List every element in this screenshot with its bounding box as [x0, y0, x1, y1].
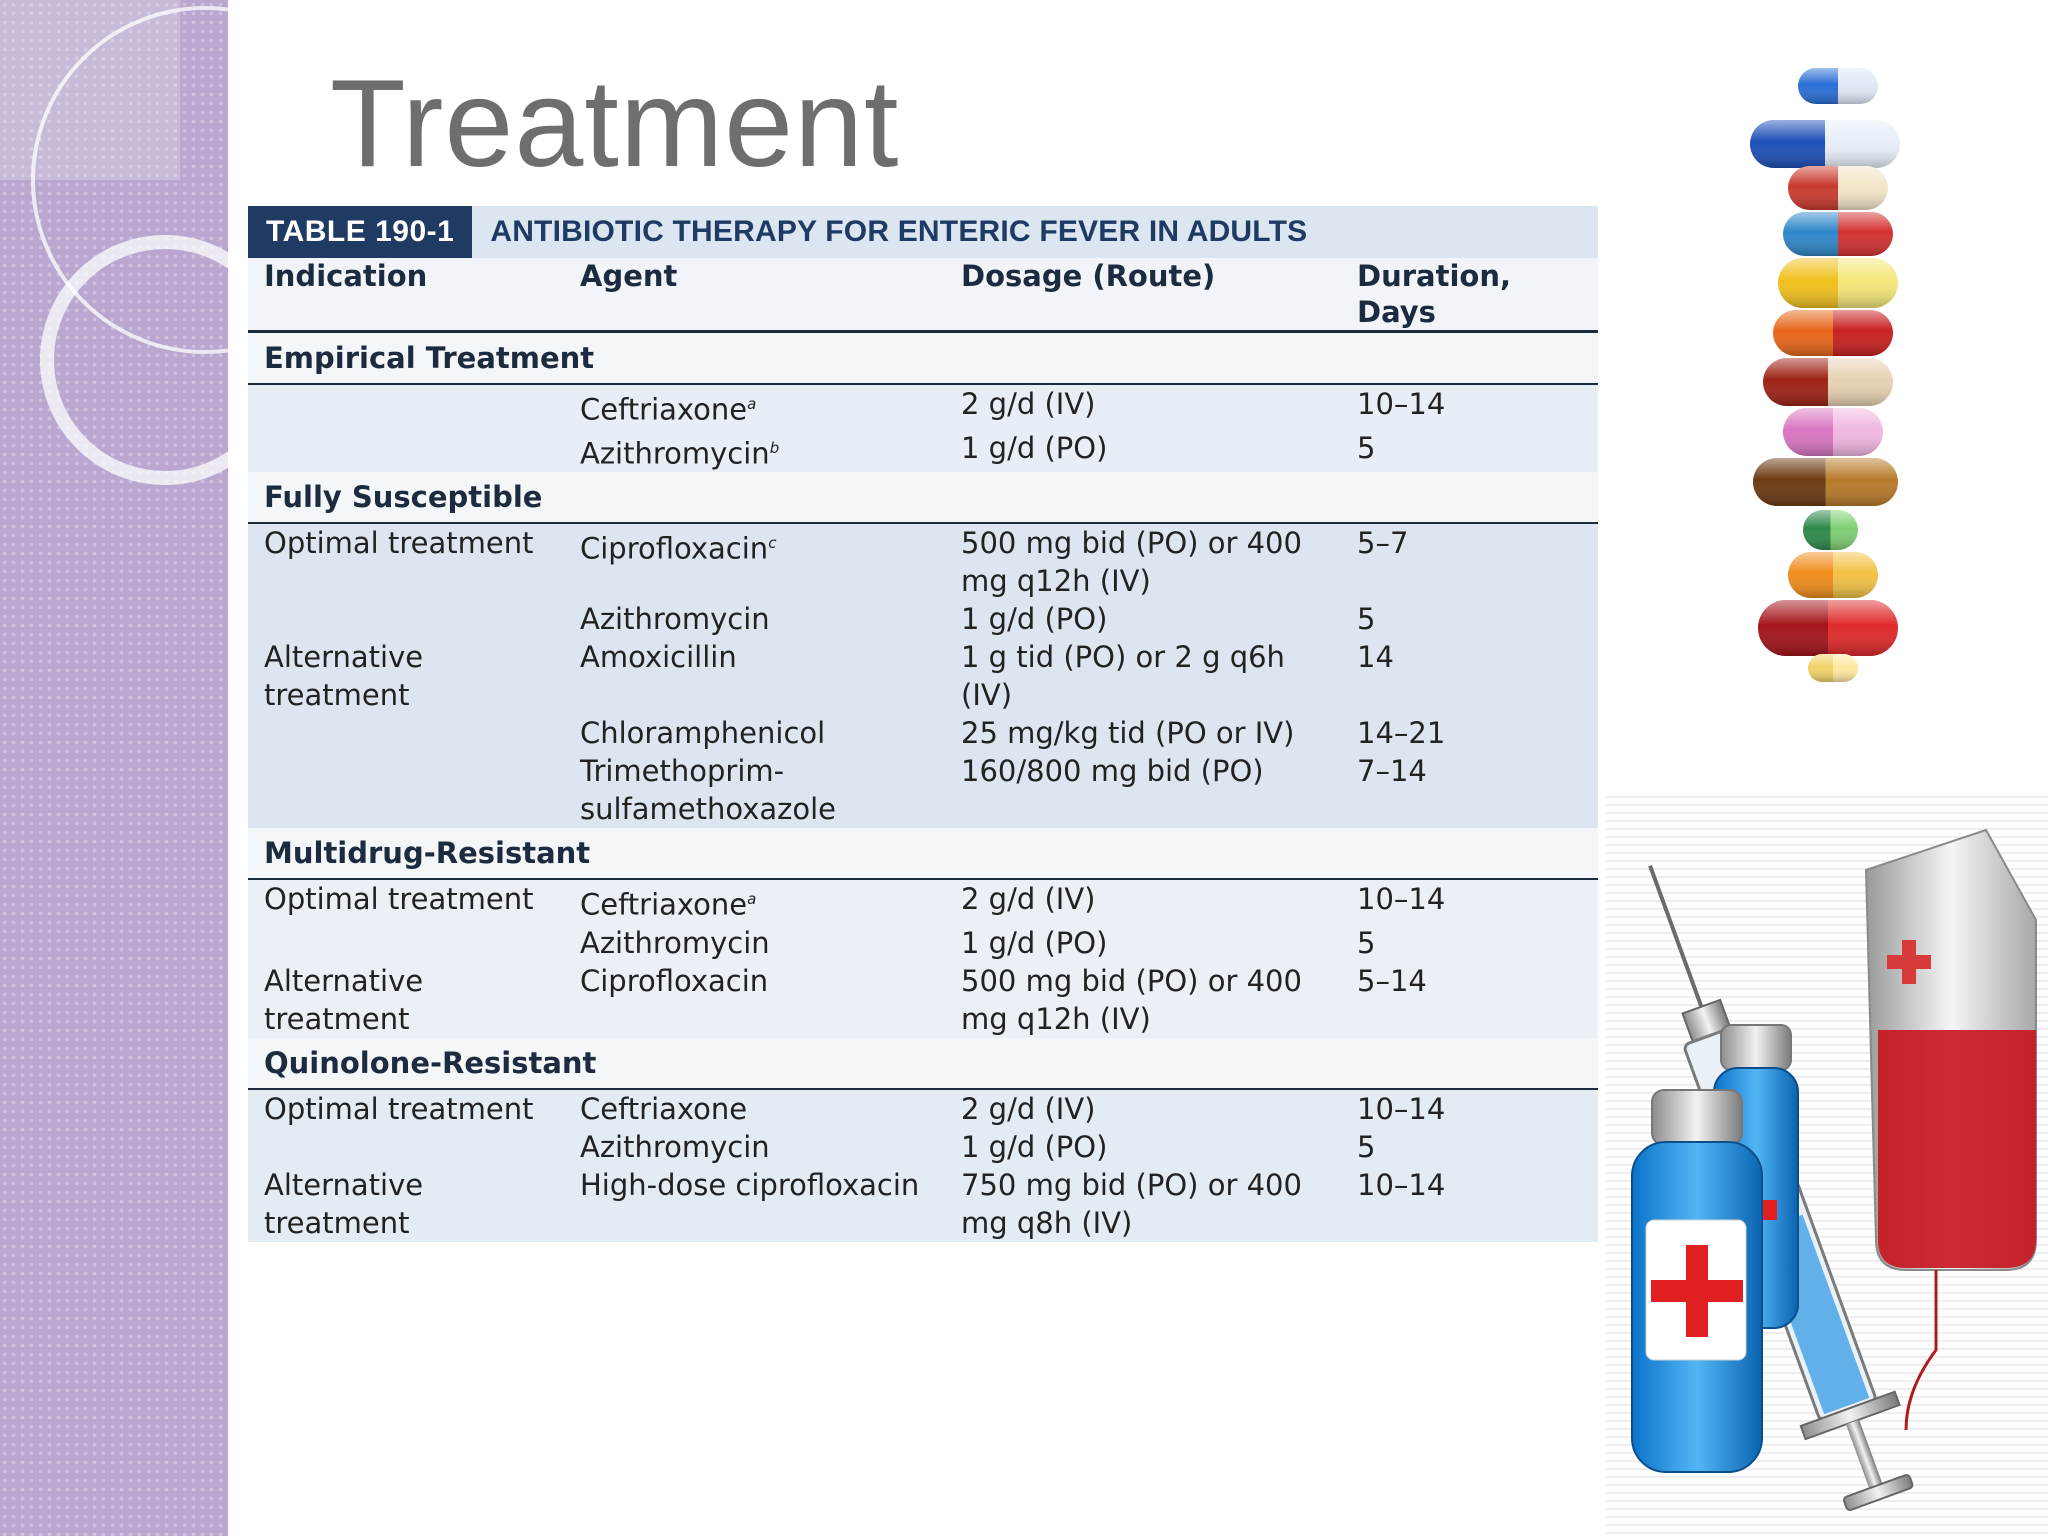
cell-agent-text: Azithromycin — [580, 436, 770, 471]
cell-duration-text: 5 — [1357, 602, 1376, 637]
cell-dosage — [945, 924, 1341, 962]
cell-duration-text: 14 — [1357, 640, 1394, 675]
footnote-marker: b — [769, 438, 780, 457]
table-row — [248, 384, 1598, 429]
header-duration-line2: Days — [1357, 295, 1436, 329]
table-section-1 — [248, 332, 1598, 473]
cell-indication-text: Alternative treatment — [264, 963, 424, 1036]
cell-agent-text: Ciprofloxacin — [580, 963, 769, 998]
cell-agent-text: High-dose ciprofloxacin — [580, 1167, 920, 1202]
pill-capsule — [1778, 258, 1898, 308]
cell-duration-text: 5 — [1357, 925, 1376, 960]
cell-agent-text: Azithromycin — [580, 1129, 770, 1164]
cell-dosage-text: 160/800 mg bid (PO) — [961, 754, 1264, 789]
pill-capsule — [1808, 654, 1858, 682]
cell-duration-text: 5–7 — [1357, 526, 1409, 561]
cell-agent-text: Azithromycin — [580, 602, 770, 637]
cell-dosage — [945, 384, 1341, 429]
cell-duration — [1341, 752, 1598, 828]
header-agent: Agent — [564, 258, 945, 332]
cell-agent — [564, 1089, 945, 1128]
table-row — [248, 879, 1598, 924]
cell-indication — [248, 1128, 564, 1166]
cell-agent — [564, 714, 945, 752]
section-title: Quinolone-Resistant — [248, 1038, 1598, 1089]
cell-duration — [1341, 1128, 1598, 1166]
cell-dosage-text: 750 mg bid (PO) or 400 mg q8h (IV) — [961, 1167, 1302, 1240]
cell-indication — [248, 600, 564, 638]
cell-duration — [1341, 879, 1598, 924]
cell-agent — [564, 429, 945, 473]
cell-dosage — [945, 638, 1341, 714]
cell-agent — [564, 879, 945, 924]
section-title: Fully Susceptible — [248, 472, 1598, 523]
table-row — [248, 1089, 1598, 1128]
header-duration-line1: Duration, — [1357, 259, 1511, 293]
cell-agent — [564, 638, 945, 714]
cell-dosage-text: 2 g/d (IV) — [961, 387, 1096, 421]
cell-indication — [248, 523, 564, 600]
cell-indication — [248, 924, 564, 962]
cell-dosage — [945, 1166, 1341, 1242]
cell-duration-text: 7–14 — [1357, 754, 1427, 789]
cell-agent-text: Ciprofloxacin — [580, 531, 769, 566]
slide-title: Treatment — [330, 55, 900, 193]
section-title: Multidrug-Resistant — [248, 828, 1598, 879]
therapy-table-block — [248, 206, 1598, 1242]
table-title: ANTIBIOTIC THERAPY FOR ENTERIC FEVER IN ADULTS — [490, 215, 1308, 248]
cell-dosage-text: 1 g/d (PO) — [961, 1129, 1108, 1164]
cell-dosage-text: 1 g/d (PO) — [961, 430, 1108, 465]
cell-indication-text: Alternative treatment — [264, 1167, 424, 1240]
cell-dosage — [945, 879, 1341, 924]
cell-agent-text: Amoxicillin — [580, 640, 737, 675]
cell-duration — [1341, 962, 1598, 1038]
cell-dosage-text: 500 mg bid (PO) or 400 mg q12h (IV) — [961, 526, 1302, 599]
cell-duration-text: 10–14 — [1357, 1167, 1446, 1202]
pill-capsule — [1783, 212, 1893, 256]
cell-indication — [248, 638, 564, 714]
header-indication: Indication — [248, 258, 564, 332]
table-row — [248, 429, 1598, 473]
cell-duration — [1341, 714, 1598, 752]
cell-agent-text: Chloramphenicol — [580, 716, 826, 751]
cell-indication-text: Optimal treatment — [264, 882, 534, 917]
cell-duration-text: 5–14 — [1357, 963, 1427, 998]
cell-duration-text: 10–14 — [1357, 1091, 1446, 1126]
table-section-3 — [248, 828, 1598, 1038]
cell-dosage-text: 2 g/d (IV) — [961, 1091, 1096, 1126]
decorative-circles — [0, 0, 228, 520]
table-caption — [248, 206, 1598, 258]
cell-dosage — [945, 962, 1341, 1038]
cell-duration-text: 10–14 — [1357, 387, 1446, 421]
cell-indication-text: Optimal treatment — [264, 526, 534, 561]
pill-stack-image — [1738, 48, 1918, 698]
cell-duration — [1341, 600, 1598, 638]
cell-indication — [248, 1089, 564, 1128]
cell-agent — [564, 523, 945, 600]
cell-indication — [248, 1166, 564, 1242]
cell-duration — [1341, 924, 1598, 962]
cell-dosage-text: 25 mg/kg tid (PO or IV) — [961, 716, 1295, 751]
cell-duration-text: 5 — [1357, 430, 1376, 465]
pill-capsule — [1798, 68, 1878, 104]
cell-agent — [564, 924, 945, 962]
table-row — [248, 962, 1598, 1038]
section-header-row — [248, 472, 1598, 523]
cell-agent — [564, 384, 945, 429]
pill-capsule — [1750, 120, 1900, 168]
cell-indication — [248, 962, 564, 1038]
cell-duration — [1341, 429, 1598, 473]
section-header-row — [248, 1038, 1598, 1089]
cell-duration — [1341, 1166, 1598, 1242]
footnote-marker: a — [747, 395, 757, 413]
pill-capsule — [1773, 310, 1893, 356]
cell-indication-text: Alternative treatment — [264, 640, 424, 713]
pill-capsule — [1803, 510, 1858, 550]
table-row — [248, 714, 1598, 752]
table-row — [248, 1166, 1598, 1242]
cell-duration — [1341, 384, 1598, 429]
cell-dosage — [945, 523, 1341, 600]
header-dosage: Dosage (Route) — [945, 258, 1341, 332]
footnote-marker: a — [747, 890, 757, 909]
syringe-vials-iv-bag-image — [1606, 790, 2048, 1536]
cell-indication — [248, 429, 564, 473]
cell-indication — [248, 752, 564, 828]
cell-dosage — [945, 752, 1341, 828]
cell-agent — [564, 1166, 945, 1242]
cell-duration-text: 10–14 — [1357, 882, 1446, 917]
cell-indication — [248, 879, 564, 924]
cell-dosage — [945, 1089, 1341, 1128]
cell-agent-text: Ceftriaxone — [580, 887, 748, 922]
cell-dosage-text: 2 g/d (IV) — [961, 882, 1096, 917]
decorative-side-strip — [0, 0, 228, 1536]
cell-agent — [564, 1128, 945, 1166]
cell-indication — [248, 714, 564, 752]
cell-dosage — [945, 714, 1341, 752]
cell-dosage-text: 1 g/d (PO) — [961, 925, 1108, 960]
cell-dosage — [945, 1128, 1341, 1166]
therapy-table — [248, 258, 1598, 1242]
cell-agent-text: Ceftriaxone — [580, 392, 748, 427]
cell-duration — [1341, 638, 1598, 714]
cell-duration-text: 5 — [1357, 1129, 1376, 1164]
cell-agent — [564, 752, 945, 828]
cell-indication — [248, 384, 564, 429]
pill-capsule — [1788, 166, 1888, 210]
table-row — [248, 600, 1598, 638]
cell-duration — [1341, 523, 1598, 600]
cell-dosage-text: 1 g tid (PO) or 2 g q6h (IV) — [961, 640, 1285, 713]
cell-dosage-text: 500 mg bid (PO) or 400 mg q12h (IV) — [961, 963, 1302, 1036]
pill-capsule — [1763, 358, 1893, 406]
cell-agent — [564, 962, 945, 1038]
header-duration — [1341, 258, 1598, 332]
pill-capsule — [1783, 408, 1883, 456]
cell-indication-text: Optimal treatment — [264, 1091, 534, 1126]
table-row — [248, 523, 1598, 600]
cell-duration — [1341, 1089, 1598, 1128]
table-header-row — [248, 258, 1598, 332]
cell-agent-text: Trimethoprim-sulfamethoxazole — [580, 754, 837, 827]
table-row — [248, 752, 1598, 828]
cell-duration-text: 14–21 — [1357, 716, 1446, 751]
cell-dosage — [945, 429, 1341, 473]
pill-capsule — [1788, 552, 1878, 598]
cell-agent-text: Ceftriaxone — [580, 1091, 748, 1126]
pill-capsule — [1753, 458, 1898, 506]
cell-agent-text: Azithromycin — [580, 925, 770, 960]
pill-capsule — [1758, 600, 1898, 656]
table-number: TABLE 190-1 — [248, 206, 472, 258]
cell-dosage-text: 1 g/d (PO) — [961, 602, 1108, 637]
section-header-row — [248, 332, 1598, 385]
footnote-marker: c — [768, 534, 777, 553]
table-row — [248, 1128, 1598, 1166]
table-section-4 — [248, 1038, 1598, 1242]
cell-agent — [564, 600, 945, 638]
section-title: Empirical Treatment — [248, 332, 1598, 385]
section-header-row — [248, 828, 1598, 879]
cell-dosage — [945, 600, 1341, 638]
table-section-2 — [248, 472, 1598, 828]
table-row — [248, 638, 1598, 714]
table-row — [248, 924, 1598, 962]
